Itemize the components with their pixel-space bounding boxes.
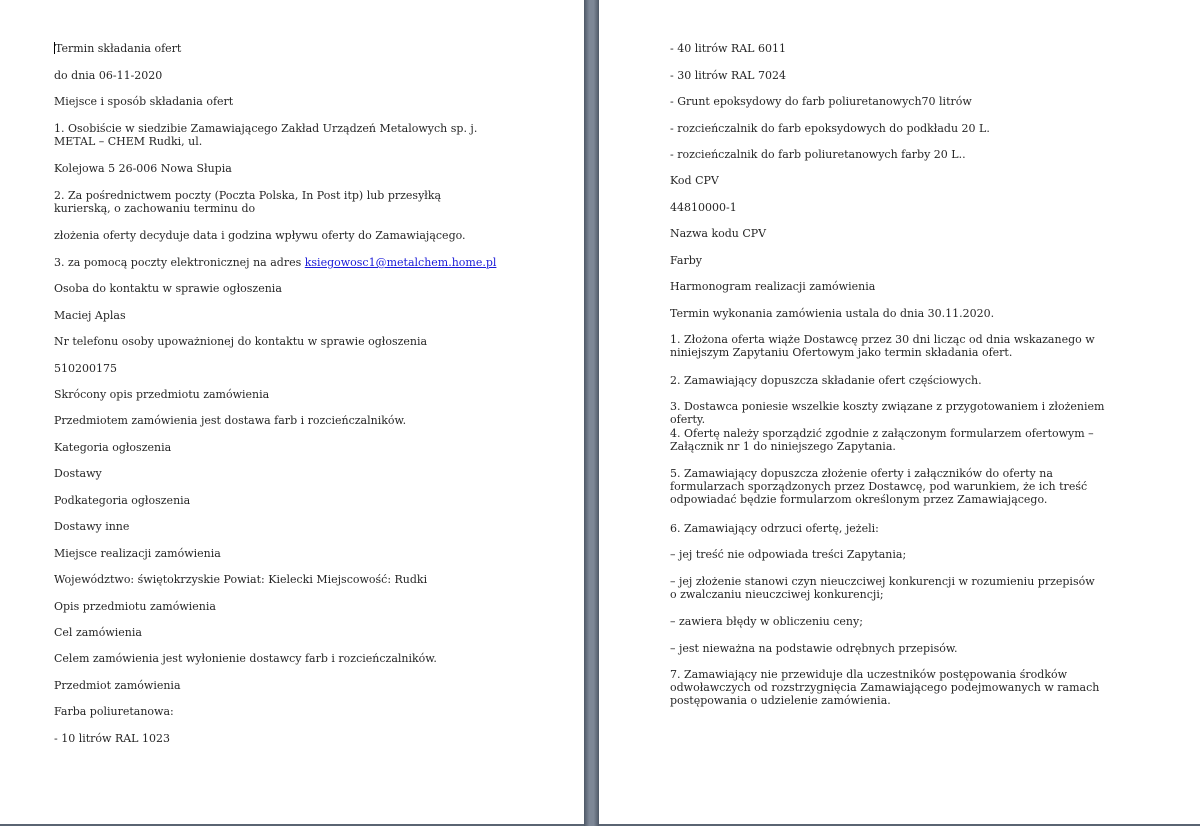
paragraph: – jest nieważna na podstawie odrębnych przepisów. [670, 642, 958, 655]
document-page-left[interactable] [0, 0, 584, 826]
paragraph: Termin wykonania zamówienia ustala do dnia 30.11.2020. [670, 307, 995, 320]
paragraph: złożenia oferty decyduje data i godzina wpływu oferty do Zamawiającego. [54, 229, 466, 242]
paragraph: Cel zamówienia [54, 626, 142, 639]
right-page-content [599, 0, 1200, 824]
paragraph: Podkategoria ogłoszenia [54, 494, 191, 507]
paragraph: Termin składania ofert [55, 42, 182, 55]
paragraph: Dostawy [54, 467, 102, 480]
paragraph: Harmonogram realizacji zamówienia [670, 280, 876, 293]
paragraph: - Grunt epoksydowy do farb poliuretanowych70 litrów [670, 95, 972, 108]
paragraph: Kolejowa 5 26-006 Nowa Słupia [54, 162, 232, 175]
paragraph: Opis przedmiotu zamówienia [54, 600, 216, 613]
paragraph: - 30 litrów RAL 7024 [670, 69, 786, 82]
email-link[interactable]: ksiegowosc1@metalchem.home.pl [304, 256, 497, 269]
paragraph: Osoba do kontaktu w sprawie ogłoszenia [54, 282, 282, 295]
paragraph: 7. Zamawiający nie przewiduje dla uczestników postępowania środków odwoławczych od rozstrzygnięcia Zamawiającego podejmowanych w ramach postępowania o udzielenie zamówienia. [670, 668, 1100, 707]
paragraph: Skrócony opis przedmiotu zamówienia [54, 388, 270, 401]
paragraph: 44810000-1 [670, 201, 737, 214]
document-page-right[interactable] [599, 0, 1200, 826]
paragraph: do dnia 06-11-2020 [54, 69, 163, 82]
paragraph: 510200175 [54, 362, 117, 375]
paragraph: Miejsce i sposób składania ofert [54, 95, 234, 108]
email-prefix: 3. za pomocą poczty elektronicznej na adres [54, 256, 305, 269]
paragraph: Miejsce realizacji zamówienia [54, 547, 221, 560]
paragraph: Farba poliuretanowa: [54, 705, 174, 718]
paragraph: 6. Zamawiający odrzuci ofertę, jeżeli: [670, 522, 879, 535]
paragraph: 5. Zamawiający dopuszcza złożenie oferty i załączników do oferty na formularzach sporządzonych przez Dostawcę, pod warunkiem, że ich treść odpowiadać będzie formularzom określonym przez Zamawiającego. [670, 467, 1088, 506]
paragraph: Maciej Aplas [54, 309, 126, 322]
paragraph: - rozcieńczalnik do farb poliuretanowych farby 20 L.. [670, 148, 966, 161]
paragraph: Dostawy inne [54, 520, 130, 533]
paragraph: – jej złożenie stanowi czyn nieuczciwej konkurencji w rozumieniu przepisów o zwalczaniu nieuczciwej konkurencji; [670, 575, 1095, 601]
paragraph: Nazwa kodu CPV [670, 227, 767, 240]
paragraph: – zawiera błędy w obliczeniu ceny; [670, 615, 863, 628]
paragraph: Kod CPV [670, 174, 719, 187]
paragraph: 2. Zamawiający dopuszcza składanie ofert częściowych. [670, 374, 982, 387]
paragraph: Celem zamówienia jest wyłonienie dostawcy farb i rozcieńczalników. [54, 652, 437, 665]
paragraph: 3. Dostawca poniesie wszelkie koszty związane z przygotowaniem i złożeniem oferty. [670, 400, 1105, 426]
paragraph: 2. Za pośrednictwem poczty (Poczta Polska, In Post itp) lub przesyłką kurierską, o zachowaniu terminu do [54, 189, 442, 215]
paragraph: - 10 litrów RAL 1023 [54, 732, 170, 745]
paragraph: Kategoria ogłoszenia [54, 441, 172, 454]
paragraph [54, 256, 504, 269]
left-page-content [0, 0, 584, 824]
paragraph: – jej treść nie odpowiada treści Zapytania; [670, 548, 907, 561]
paragraph: 1. Złożona oferta wiąże Dostawcę przez 30 dni licząc od dnia wskazanego w niniejszym Zapytaniu Ofertowym jako termin składania ofert. [670, 333, 1095, 359]
paragraph: 4. Ofertę należy sporządzić zgodnie z załączonym formularzem ofertowym – Załącznik nr 1 do niniejszego Zapytania. [670, 427, 1094, 453]
paragraph: Przedmiotem zamówienia jest dostawa farb i rozcieńczalników. [54, 414, 407, 427]
paragraph: - rozcieńczalnik do farb epoksydowych do podkładu 20 L. [670, 122, 990, 135]
paragraph: 1. Osobiście w siedzibie Zamawiającego Zakład Urządzeń Metalowych sp. j. METAL – CHEM Rudki, ul. [54, 122, 478, 148]
paragraph: - 40 litrów RAL 6011 [670, 42, 786, 55]
paragraph: Farby [670, 254, 702, 267]
paragraph: Przedmiot zamówienia [54, 679, 181, 692]
paragraph: Nr telefonu osoby upoważnionej do kontaktu w sprawie ogłoszenia [54, 335, 428, 348]
page-gutter [584, 0, 599, 826]
paragraph: Województwo: świętokrzyskie Powiat: Kielecki Miejscowość: Rudki [54, 573, 428, 586]
